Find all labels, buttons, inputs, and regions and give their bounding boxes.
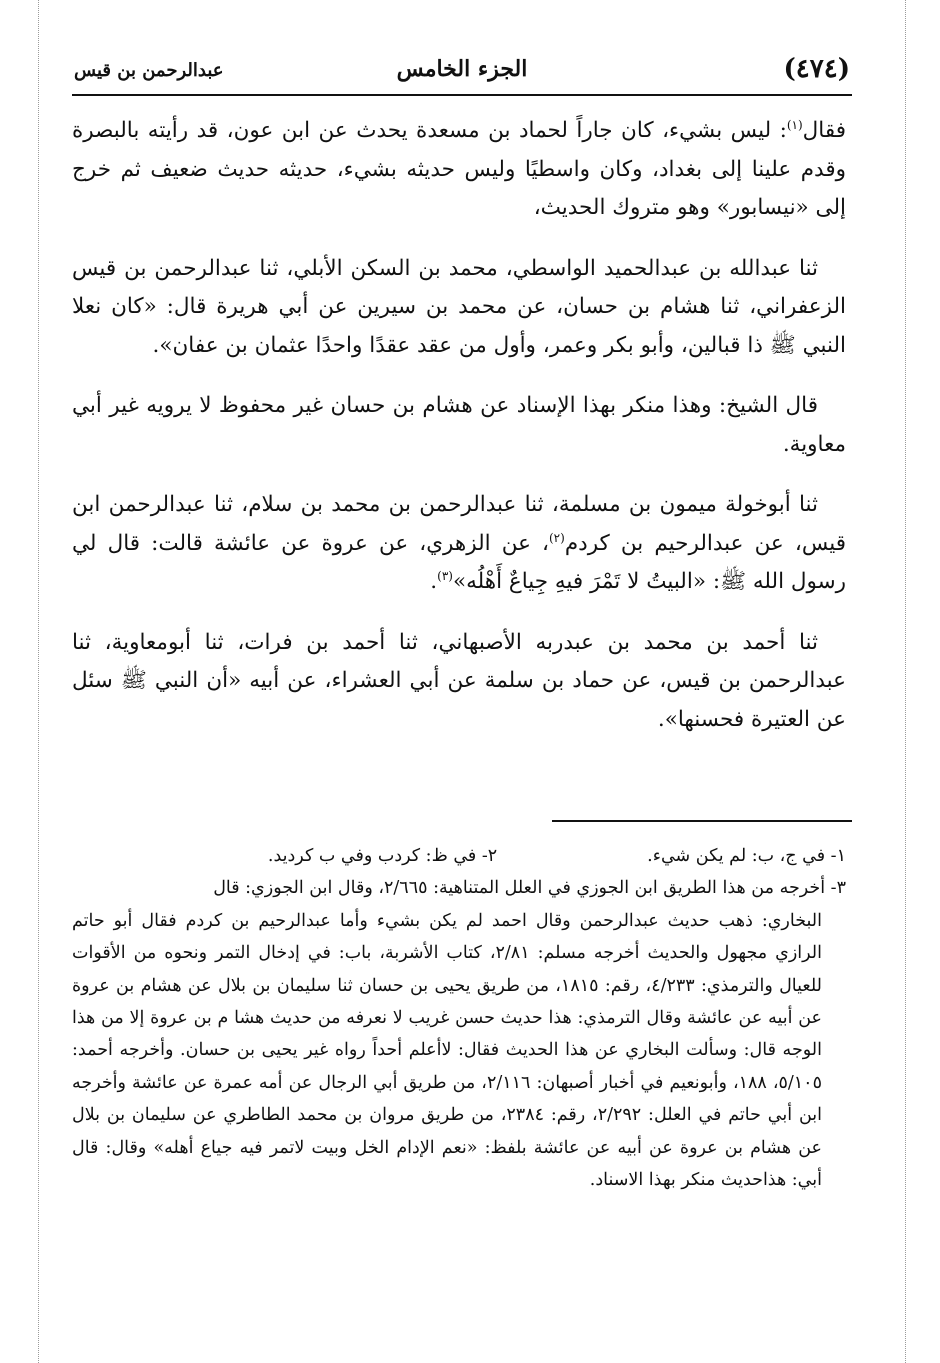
footnote-ref-3: (٣) xyxy=(437,568,453,583)
footnote-1: ١- في ج، ب: لم يكن شيء. xyxy=(647,846,846,866)
paragraph-1: فقال$^{(١)}$: ليس بشيء، كان جاراً لحماد بن مسعدة يحدث عن ابن عون، قد رأيته بالبصرة وقدم علينا إلى بغداد، وكان واسطيًا وليس حديثه بشيء، حديثه حديث ضعيف ثم خرج إلى «نيسابور» وهو متروك الحديث، xyxy=(72,117,846,220)
paragraph-2: ثنا عبدالله بن عبدالحميد الواسطي، محمد بن السكن الأبلي، ثنا عبدالرحمن بن قيس الزعفراني، ثنا هشام بن حسان، عن محمد بن سيرين عن أبي هريرة قال: «كان نعلا النبي ﷺ ذا قبالين، وأبو بكر وعمر، وأول من عقد عقدًا واحدًا عثمان بن عفان». xyxy=(72,255,846,358)
left-margin-dots xyxy=(38,0,39,1363)
footnote-row xyxy=(72,840,846,872)
entry-name: عبدالرحمن بن قيس xyxy=(74,60,224,81)
right-margin-dots xyxy=(905,0,906,1363)
paragraph-3: قال الشيخ: وهذا منكر بهذا الإسناد عن هشام بن حسان غير محفوظ لا يرويه غير أبي معاوية. xyxy=(72,393,846,457)
paragraph-4: ثنا أبوخولة ميمون بن مسلمة، ثنا عبدالرحمن بن محمد بن سلام، ثنا عبدالرحمن ابن قيس، عن عبدالرحيم بن كردم$^{(٢)}$، عن الزهري، عن عروة عن عائشة قالت: قال لي رسول الله ﷺ: «البيتُ لا تَمْرَ فيهِ جِياعٌ أَهْلُه»$^{(٣)}$. xyxy=(72,492,846,594)
part-title: الجزء الخامس xyxy=(396,56,528,82)
footnote-ref-1: (١) xyxy=(786,117,803,132)
footnote-ref-2: (٢) xyxy=(548,530,565,545)
page-number: (٤٧٤) xyxy=(783,54,850,84)
footnote-3 xyxy=(72,872,846,1196)
main-text xyxy=(72,112,846,761)
footnote-2: ٢- في ظ: كردب وفي ب كرديد. xyxy=(267,846,498,866)
paragraph-5: ثنا أحمد بن محمد بن عبدربه الأصبهاني، ثنا أحمد بن فرات، ثنا أبومعاوية، ثنا عبدالرحمن بن قيس، عن حماد بن سلمة عن أبي العشراء، عن أبيه «أن النبي ﷺ سئل عن العتيرة فحسنها». xyxy=(72,629,846,732)
footnote-3-rest: البخاري: ذهب حديث عبدالرحمن وقال احمد لم يكن بشيء وأما عبدالرحيم بن كردم فقال أبو حاتم الرازي مجهول والحديث أخرجه مسلم: ٢/٨١، كتاب الأشربة، باب: في إدخال التمر ونحوه من الأقوات للعيال والترمذي: ٤/٢٣٣، رقم: ١٨١٥، من طريق يحيى بن حسان ثنا سليمان بن بلال عن هشام بن عروة عن أبيه عن عائشة وقال الترمذي: هذا حديث حسن غريب لا نعرفه من حديث هشا م بن عروة إلا من هذا الوجه قال: وسألت البخاري عن هذا الحديث فقال: لاأعلم أحداً رواه غير يحيى بن حسان. وأخرجه أحمد: ٥/١٠٥، ١٨٨، وأبونعيم في أخبار أصبهان: ٢/١١٦، من طريق أبي الرجال عن أمه عمرة عن عائشة وأخرجه ابن أبي حاتم في العلل: ٢/٢٩٢، رقم: ٢٣٨٤، من طريق مروان بن محمد الطاطري عن سليمان بن بلال عن هشام بن عروة عن أبيه عن عائشة بلفظ: «نعم الإدام الخل وبيت لاتمر فيه جياع أهله» وقال: قال أبي: هذاحديث منكر بهذا الاسناد. xyxy=(72,910,822,1191)
footnote-rule xyxy=(552,820,852,822)
running-header xyxy=(72,54,852,94)
footnote-3-first: ٣- أخرجه من هذا الطريق ابن الجوزي في العلل المتناهية: ٢/٦٦٥، وقال ابن الجوزي: قال xyxy=(213,878,846,899)
footnotes xyxy=(72,840,846,1196)
header-rule xyxy=(72,94,852,96)
book-page xyxy=(72,40,852,1340)
